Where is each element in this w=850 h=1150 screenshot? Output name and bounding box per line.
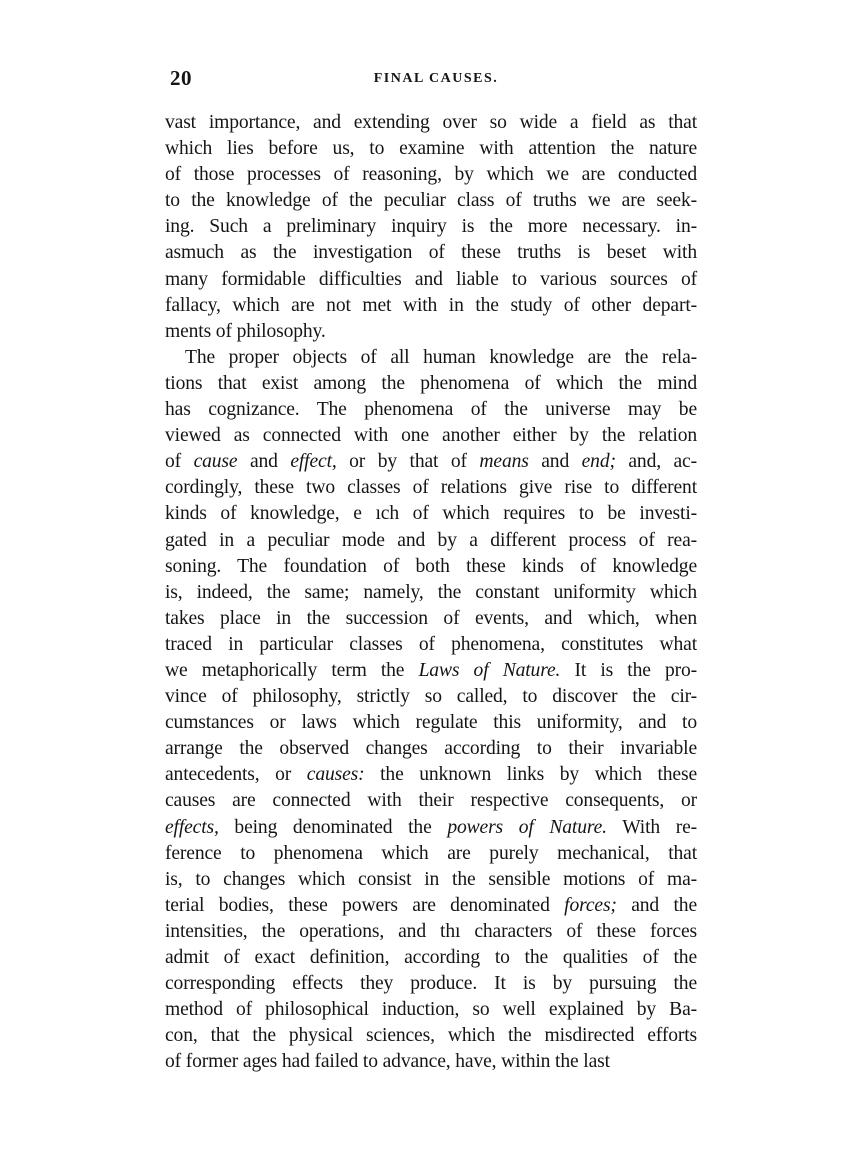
text-line	[165, 319, 697, 345]
text-run: being denominated the	[218, 816, 448, 838]
text-line	[165, 710, 697, 736]
text-run: The proper objects of all human knowledge are the rela-	[185, 346, 697, 368]
text-line	[165, 293, 697, 319]
text-run: corresponding effects they produce. It is by pursuing the	[165, 973, 697, 995]
text-line	[165, 971, 697, 997]
text-line	[165, 188, 697, 214]
text-run: has cognizance. The phenomena of the universe may be	[165, 399, 697, 421]
text-run: is, to changes which consist in the sensible motions of ma-	[165, 868, 697, 890]
text-run: kinds of knowledge, e ıch of which requires to be investi-	[165, 503, 697, 525]
text-run: antecedents, or	[165, 764, 307, 786]
text-run: ing. Such a preliminary inquiry is the more necessary. in-	[165, 216, 697, 238]
text-line	[165, 606, 697, 632]
text-line	[165, 658, 697, 684]
text-line	[165, 1049, 697, 1075]
text-run: method of philosophical induction, so well explained by Ba-	[165, 999, 697, 1021]
text-run: asmuch as the investigation of these truths is beset with	[165, 242, 697, 264]
text-line	[165, 110, 697, 136]
text-run: terial bodies, these powers are denominated	[165, 894, 565, 916]
italic-text: forces;	[564, 894, 617, 916]
italic-text: causes:	[306, 764, 365, 786]
text-line	[165, 997, 697, 1023]
text-line	[165, 136, 697, 162]
text-run: It is the pro-	[560, 659, 698, 681]
text-run: tions that exist among the phenomena of which the mind	[165, 372, 697, 394]
text-line	[165, 736, 697, 762]
text-run: and the	[616, 894, 697, 916]
text-line	[165, 684, 697, 710]
text-run: of those processes of reasoning, by which we are conducted	[165, 164, 697, 186]
text-run: of	[165, 451, 194, 473]
text-line	[165, 841, 697, 867]
text-line	[165, 554, 697, 580]
text-run: causes are connected with their respective consequents, or	[165, 790, 697, 812]
page-number: 20	[170, 66, 192, 90]
text-line	[165, 815, 697, 841]
italic-text: end;	[581, 451, 616, 473]
running-title: FINAL CAUSES.	[373, 71, 499, 86]
text-line	[165, 501, 697, 527]
text-run: cumstances or laws which regulate this uniformity, and to	[165, 712, 697, 734]
italic-text: Laws of Nature.	[418, 659, 561, 681]
text-run: and	[237, 451, 291, 473]
text-run: traced in particular classes of phenomena, constitutes what	[165, 633, 697, 655]
text-line	[165, 528, 697, 554]
text-run: which lies before us, to examine with attention the nature	[165, 138, 697, 160]
text-line	[165, 345, 697, 371]
text-line	[165, 632, 697, 658]
text-line	[165, 162, 697, 188]
text-run: we metaphorically term the	[165, 659, 419, 681]
text-run: cordingly, these two classes of relations give rise to different	[165, 477, 697, 499]
text-run: ference to phenomena which are purely mechanical, that	[165, 842, 697, 864]
text-run: With re-	[606, 816, 697, 838]
text-run: vince of philosophy, strictly so called, to discover the cir-	[165, 686, 697, 708]
text-run: soning. The foundation of both these kinds of knowledge	[165, 555, 697, 577]
text-run: vast importance, and extending over so wide a field as that	[165, 112, 697, 133]
running-head	[170, 66, 702, 92]
text-run: is, indeed, the same; namely, the constant uniformity which	[165, 581, 697, 603]
italic-text: powers of Nature.	[447, 816, 607, 838]
text-run: gated in a peculiar mode and by a different process of rea-	[165, 529, 697, 551]
text-line	[165, 475, 697, 501]
text-line	[165, 371, 697, 397]
italic-text: means	[479, 451, 529, 473]
text-run: takes place in the succession of events, and which, when	[165, 607, 697, 629]
text-line	[165, 945, 697, 971]
text-line	[165, 397, 697, 423]
text-run: and, ac-	[615, 451, 697, 473]
text-line	[165, 1023, 697, 1049]
text-run: arrange the observed changes according to their invariable	[165, 738, 697, 760]
text-run: fallacy, which are not met with in the study of other depart-	[165, 294, 697, 316]
text-line	[165, 893, 697, 919]
text-line	[165, 449, 697, 475]
text-run: admit of exact definition, according to the qualities of the	[165, 947, 697, 968]
body-text	[165, 110, 697, 1075]
text-line	[165, 423, 697, 449]
text-run: ments of philosophy.	[165, 320, 326, 342]
text-line	[165, 788, 697, 814]
text-line	[165, 762, 697, 788]
text-line	[165, 580, 697, 606]
text-run: or by that of	[336, 451, 480, 473]
text-run: and	[528, 451, 582, 473]
text-run: con, that the physical sciences, which the misdirected efforts	[165, 1025, 697, 1047]
text-line	[165, 867, 697, 893]
text-line	[165, 267, 697, 293]
text-run: many formidable difficulties and liable to various sources of	[165, 268, 697, 290]
text-run: the unknown links by which these	[364, 764, 697, 786]
text-run: viewed as connected with one another either by the relation	[165, 425, 697, 447]
text-line	[165, 919, 697, 945]
italic-text: effect,	[290, 451, 337, 473]
italic-text: cause	[193, 451, 238, 473]
text-run: intensities, the operations, and thı characters of these forces	[165, 920, 697, 942]
text-run: to the knowledge of the peculiar class of truths we are seek-	[165, 190, 697, 212]
text-run: of former ages had failed to advance, have, within the last	[165, 1051, 610, 1073]
text-line	[165, 240, 697, 266]
text-line	[165, 214, 697, 240]
italic-text: effects,	[165, 816, 219, 838]
